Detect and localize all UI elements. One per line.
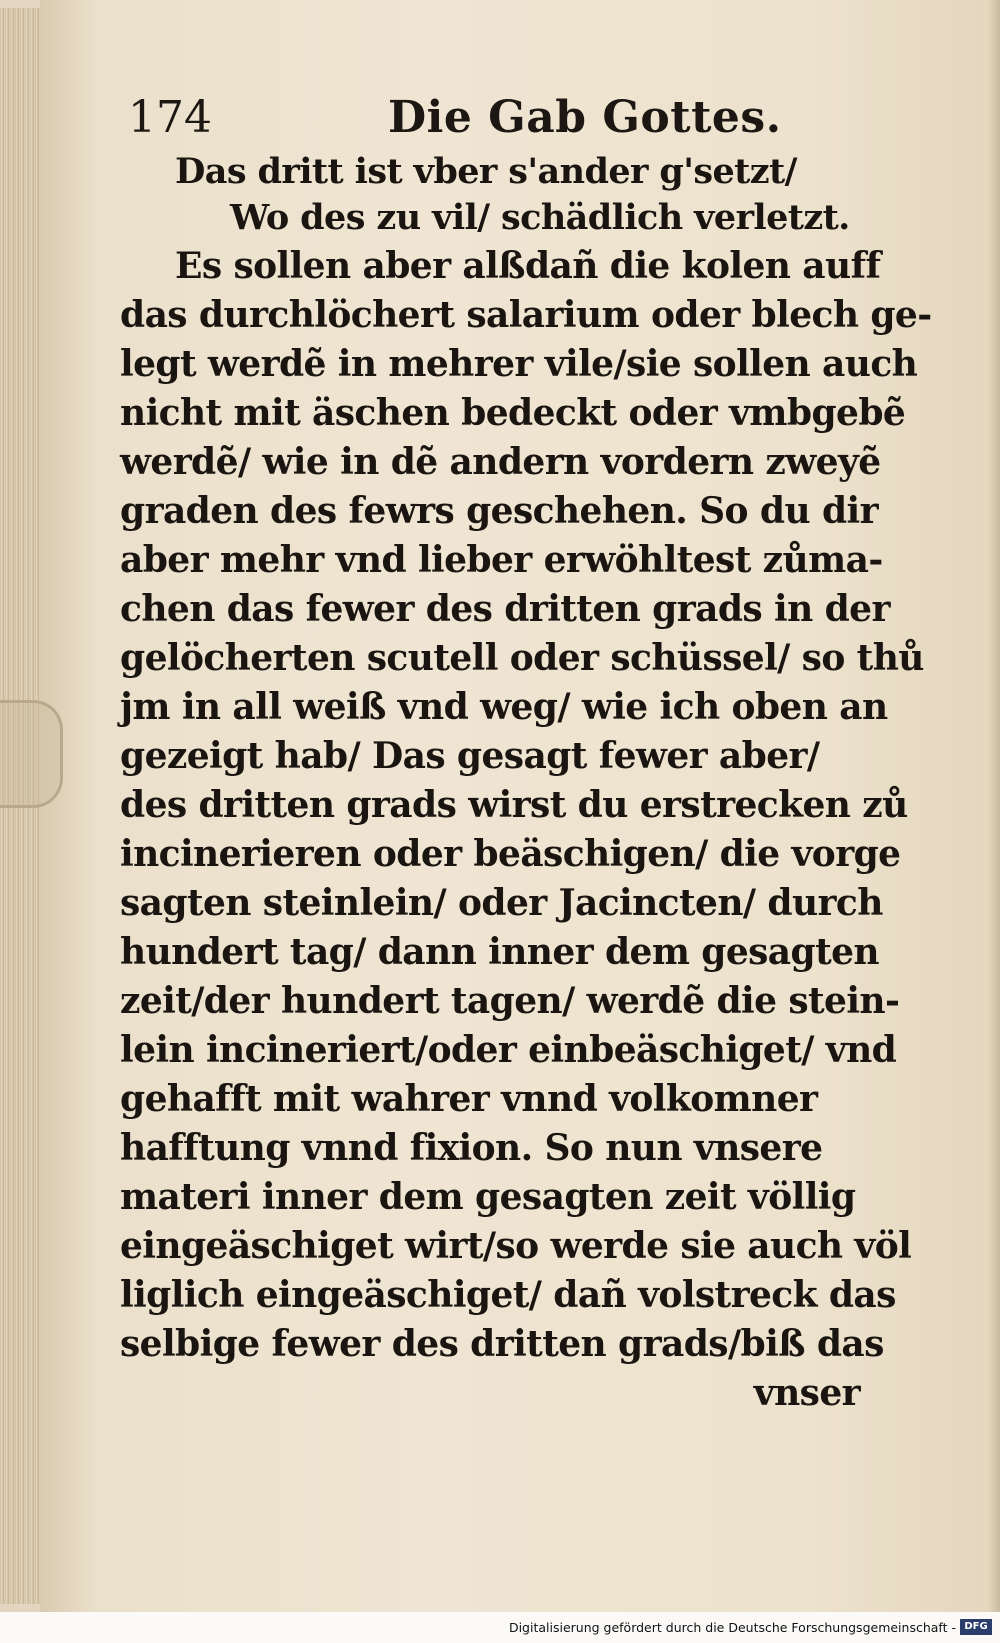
text-line: das durchlöchert salarium oder blech ge- xyxy=(120,294,932,336)
text-line: gezeigt hab/ Das gesagt fewer aber/ xyxy=(120,735,820,777)
text-line: werdẽ/ wie in dẽ andern vordern zweyẽ xyxy=(120,441,881,483)
running-title: Die Gab Gottes. xyxy=(388,92,782,143)
text-line: eingeäschiget wirt/so werde sie auch völ xyxy=(120,1225,912,1267)
text-line: gehafft mit wahrer vnnd volkomner xyxy=(120,1078,818,1120)
text-line: gelöcherten scutell oder schüssel/ so thů xyxy=(120,637,924,679)
digitization-footer xyxy=(0,1612,1000,1643)
catchword: vnser xyxy=(753,1372,860,1414)
page-number: 174 xyxy=(128,92,212,143)
text-line: legt werdẽ in mehrer vile/sie sollen auch xyxy=(120,343,918,385)
text-line: liglich eingeäschiget/ dañ volstreck das xyxy=(120,1274,896,1316)
text-line: jm in all weiß vnd weg/ wie ich oben an xyxy=(120,686,888,728)
text-line: Es sollen aber alßdañ die kolen auff xyxy=(175,245,881,287)
text-line: lein incineriert/oder einbeäschiget/ vnd xyxy=(120,1029,897,1071)
text-line: zeit/der hundert tagen/ werdẽ die stein- xyxy=(120,980,900,1022)
text-line: graden des fewrs geschehen. So du dir xyxy=(120,490,878,532)
footer-credit: Digitalisierung gefördert durch die Deutsche Forschungsgemeinschaft - xyxy=(508,1620,956,1635)
text-line: chen das fewer des dritten grads in der xyxy=(120,588,890,630)
text-line: materi inner dem gesagten zeit völlig xyxy=(120,1176,856,1218)
book-clasp xyxy=(0,700,63,808)
dfg-logo-icon: DFG xyxy=(960,1619,992,1635)
page-header xyxy=(128,92,888,152)
text-line: hundert tag/ dann inner dem gesagten xyxy=(120,931,879,973)
text-line: hafftung vnnd fixion. So nun vnsere xyxy=(120,1127,823,1169)
verse-line: Das dritt ist vber s'ander g'setzt/ xyxy=(175,151,797,192)
verse-line: Wo des zu vil/ schädlich verletzt. xyxy=(230,197,850,238)
text-line: nicht mit äschen bedeckt oder vmbgebẽ xyxy=(120,392,906,434)
text-line: selbige fewer des dritten grads/biß das xyxy=(120,1323,884,1365)
text-line: incinerieren oder beäschigen/ die vorge xyxy=(120,833,901,875)
text-line: aber mehr vnd lieber erwöhltest zůma- xyxy=(120,539,883,581)
text-line: sagten steinlein/ oder Jacincten/ durch xyxy=(120,882,883,924)
text-block xyxy=(120,150,932,1418)
text-line: des dritten grads wirst du erstrecken zů xyxy=(120,784,908,826)
